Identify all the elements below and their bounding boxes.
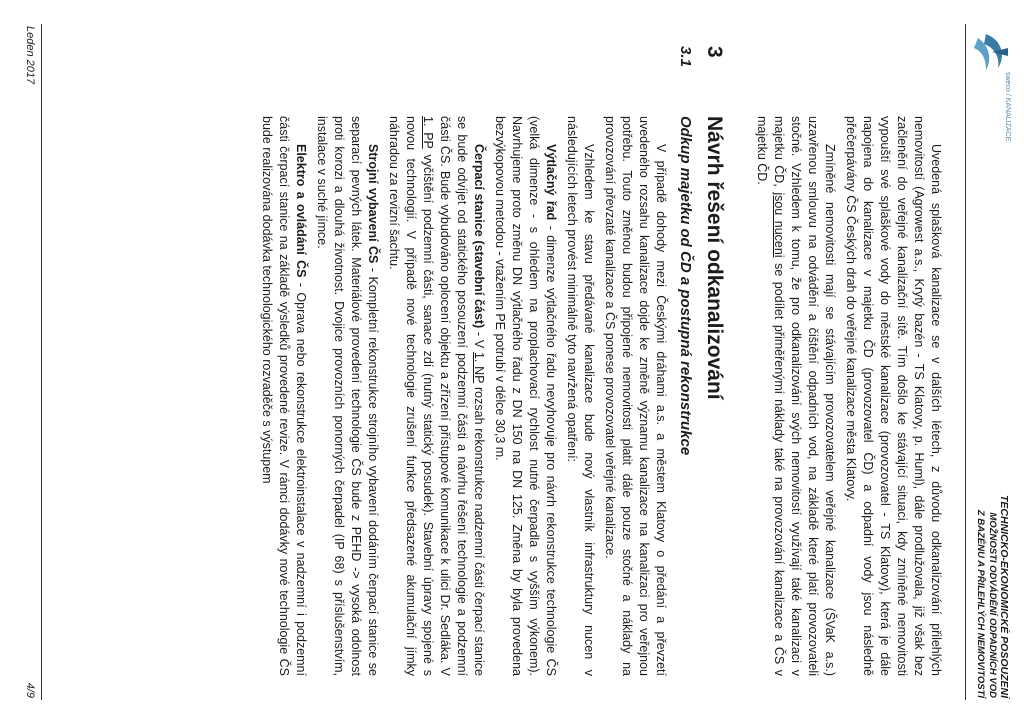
paragraph-cerpaci-stanice: Čerpací stanice (stavební část) - V 1. NP rozsah rekonstrukce nadzemní části čerpací stanice se bude odvíjet od statického posouzení podzemní části a návrhu řešení technologie a podzemní části ČS. Bude vybudováno oplocení objektu a zřízení přístupové komunikace k ulici Dr. Sedláka. V 1. PP vyčištění podzemní části, sanace zdí (nutný statický posudek). Stavební úpravy spojené s novou technologií. V případě nové technologie zrušení funkce předsazené akumulační jímky náhradou za revizní šachtu. (387, 116, 486, 676)
sweco-logo-icon (964, 26, 1016, 78)
underlined-phrase: jsou nuceni (772, 192, 786, 258)
header-subtitle-2: Z BAZÉNU A PŘILEHLÝCH NEMOVITOSTÍ (975, 509, 986, 698)
section-heading (703, 46, 726, 676)
intro-paragraph-2: Zmíněné nemovitosti mají se stávajícím provozovatelem veřejné kanalizace (ŠVaK a.s.) uzavřenou smlouvu na odvádění a čištění odpadních vod, na základě které platí provozovateli stočné. Vzhledem k tomu, že pro odkanalizování svých nemovitostí využívají také kanalizaci v majetku ČD, jsou nuceni se podílet přiměřenými náklady také na provozování kanalizace a ČS v majetku ČD. (755, 116, 837, 676)
section-number: 3 (703, 46, 726, 58)
footer-date: Leden 2017 (24, 26, 36, 85)
header-divider (965, 24, 966, 700)
document-body (254, 46, 944, 676)
section-title: Návrh řešení odkanalizování (703, 116, 726, 400)
paragraph-elektro: Elektro a ovládání ČS - Oprava nebo rekonstrukce elektroinstalace v nadzemní i podzemní části čerpací stanice na základě výsledků provedené revize. V rámci dodávky nové technologie ČS bude realizována dodávka technologického rozvaděče s výstupem (260, 116, 308, 676)
subsection-number: 3.1 (677, 46, 694, 67)
intro-paragraph-1: Uvedená splašková kanalizace se v dalších létech, z důvodu odkanalizování přilehlých nemovitostí (Agrowest a.s., Krytý bazén - TS Klatovy, p. Huml), dále prodlužovala, již však bez začlenění do veřejné kanalizační sítě. Tím došlo ke stávající situaci, kdy zmíněné nemovitosti vypouští své splaškové vody do městské kanalizace (provozovatel - TS Klatovy), která je dále napojena do kanalizace v majetku ČD (provozovatel ČD) a odpadní vody jsou následně přečerpávány ČS Českých drah do veřejné kanalizace města Klatovy. (844, 116, 943, 676)
content-paragraph-2: Vzhledem ke stavu předávané kanalizace bude nový vlastník infrastruktury nucen v následujících letech provést minimálně tyto navržená opatření: (565, 116, 596, 676)
document-header (974, 338, 1010, 698)
subsection-heading (677, 46, 694, 676)
logo-caption: sweco / KANALIZACE (1004, 72, 1011, 142)
header-title: TECHNICKO-EKONOMICKÉ POSOUZENÍ (998, 494, 1010, 698)
footer-divider (41, 24, 42, 700)
page-number: 4/9 (24, 682, 36, 698)
paragraph-vytlacny-rad: Výtlačný řad - dimenze výtlačného řadu nevyhovuje pro návrh rekonstrukce technologie ČS (velká dimenze - s ohledem na proplachovací rychlost nutné čerpadla s vyšším výkonem). Navrhujeme proto změnu DN výtlačného řadu z DN 150 na DN 125. Změna by byla provedena bezvýkopovou metodou - vtažením PE potrubí v délce 30,3 m. (493, 116, 558, 676)
paragraph-strojni-vybaveni: Strojní vybavení ČS - Kompletní rekonstrukce strojního vybavení dodáním čerpací stanice se separací pevných látek. Materiálové provedení technologie ČS bude z PEHD -> vysoká odolnost proti korozi a dlouhá životnost. Dvojice provozních ponorných čerpadel (IP 68) s příslušenstvím, instalace v suché jímce. (315, 116, 380, 676)
subsection-title: Odkup majetku od ČD a postupná rekonstrukce (677, 116, 694, 456)
header-subtitle-1: MOŽNOSTI ODVÁDĚNÍ ODPADNÍCH VOD (987, 512, 998, 698)
content-paragraph-1: V případě dohody mezi Českými dráhami a.s. a městem Klatovy o předání a převzetí uvedeného rozsahu kanalizace dojde ke změně významu kanalizace na kanalizaci pro veřejnou potřebu. Touto změnou budou připojené nemovitosti platit dále pouze stočné a náklady na provozování převzaté kanalizace a ČS ponese provozovatel veřejné kanalizace. (603, 116, 668, 676)
